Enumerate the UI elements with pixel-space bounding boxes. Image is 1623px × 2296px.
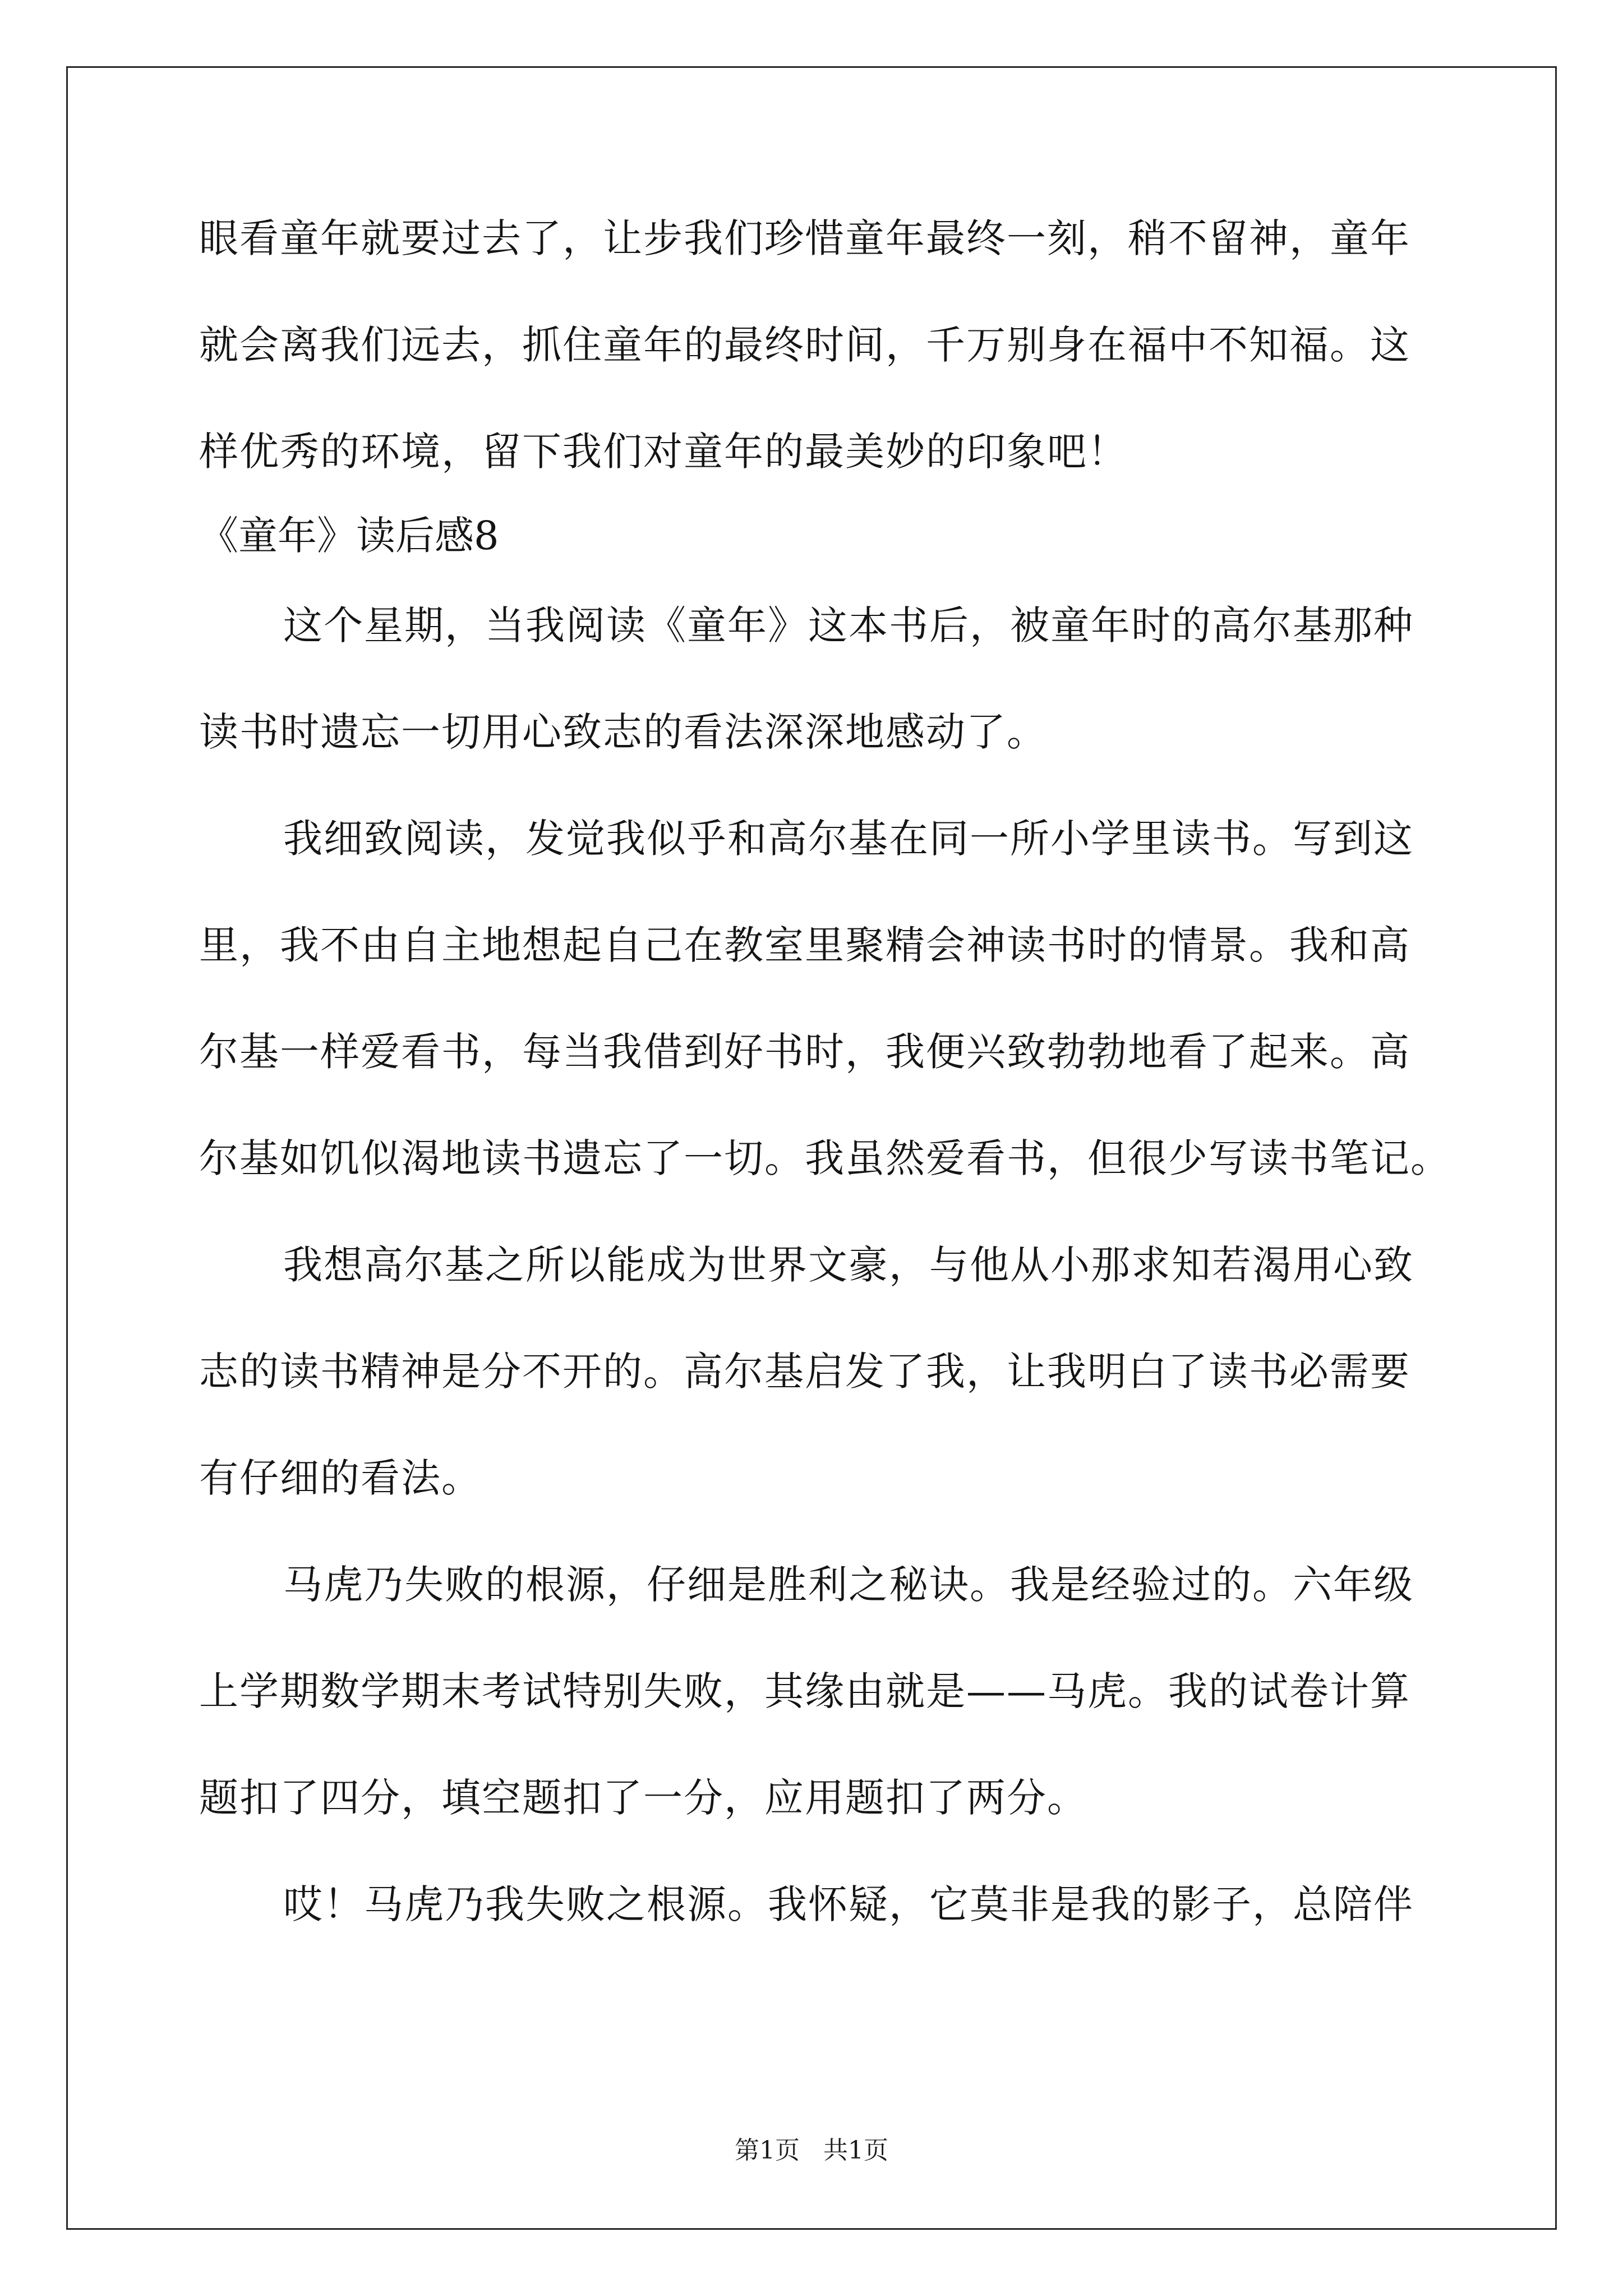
paragraph-first-line: 这个星期，当我阅读《童年》这本书后，被童年时的高尔基那种 <box>283 602 1414 648</box>
paragraph-first-line: 我想高尔基之所以能成为世界文豪，与他从小那求知若渴用心致 <box>283 1242 1414 1288</box>
text-line: 尔基如饥似渴地读书遗忘了一切。我虽然爱看书，但很少写读书笔记。 <box>199 1135 1451 1181</box>
paragraph-first-line: 马虎乃失败的根源，仔细是胜利之秘诀。我是经验过的。六年级 <box>283 1562 1414 1608</box>
section-heading: 《童年》读后感8 <box>199 513 499 559</box>
text-line: 就会离我们远去，抓住童年的最终时间，千万别身在福中不知福。这 <box>199 322 1410 368</box>
paragraph-first-line: 我细致阅读，发觉我似乎和高尔基在同一所小学里读书。写到这 <box>283 816 1414 862</box>
text-line: 眼看童年就要过去了，让步我们珍惜童年最终一刻，稍不留神，童年 <box>199 215 1410 261</box>
text-line: 尔基一样爱看书，每当我借到好书时，我便兴致勃勃地看了起来。高 <box>199 1029 1410 1075</box>
text-line: 里，我不由自主地想起自己在教室里聚精会神读书时的情景。我和高 <box>199 922 1410 968</box>
page-number-footer: 第1页 共1页 <box>735 2136 888 2165</box>
text-line: 志的读书精神是分不开的。高尔基启发了我，让我明白了读书必需要 <box>199 1349 1410 1395</box>
text-line: 样优秀的环境，留下我们对童年的最美妙的印象吧！ <box>199 429 1128 475</box>
paragraph-first-line: 哎！马虎乃我失败之根源。我怀疑，它莫非是我的影子，总陪伴 <box>283 1881 1414 1927</box>
text-line: 上学期数学期末考试特别失败，其缘由就是——马虎。我的试卷计算 <box>199 1668 1410 1714</box>
text-line: 题扣了四分，填空题扣了一分，应用题扣了两分。 <box>199 1775 1087 1821</box>
text-line: 读书时遗忘一切用心致志的看法深深地感动了。 <box>199 709 1047 755</box>
text-line: 有仔细的看法。 <box>199 1455 482 1501</box>
